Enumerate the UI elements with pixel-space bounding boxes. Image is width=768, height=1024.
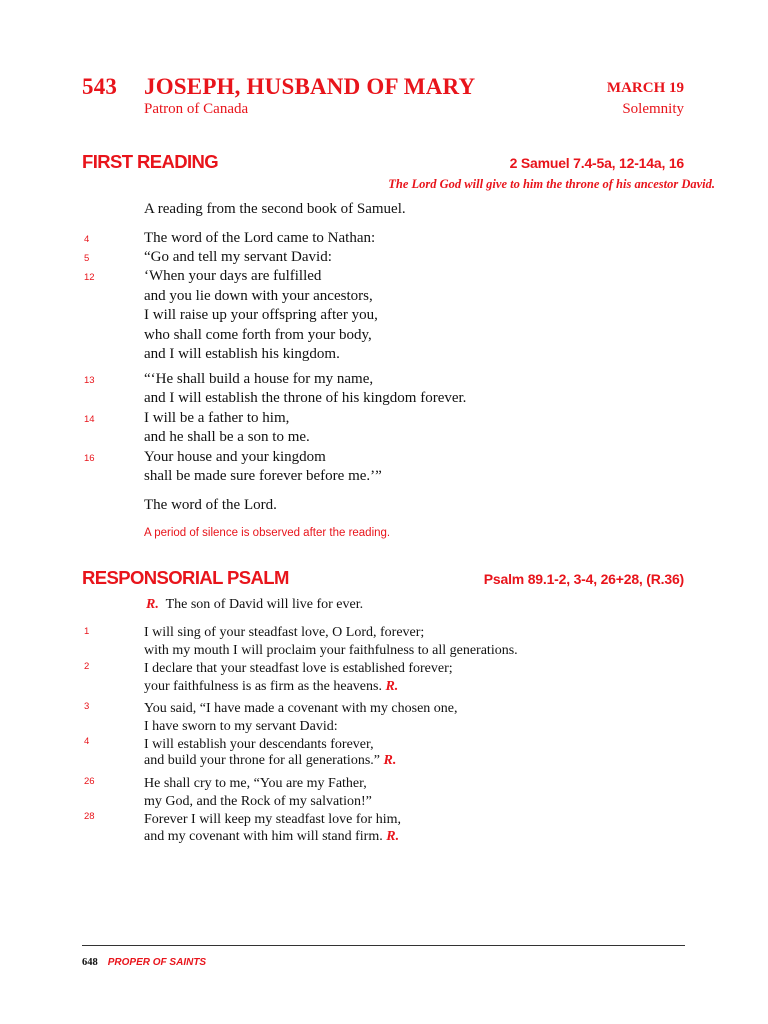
first-reading-heading: FIRST READING: [82, 151, 219, 172]
psalm-line: with my mouth I will proclaim your faithfulness to all generations.: [144, 643, 518, 658]
silence-rubric: A period of silence is observed after the reading.: [144, 527, 391, 539]
psalm-line: I declare that your steadfast love is established forever;: [144, 661, 453, 676]
verse-number: 4: [84, 736, 90, 747]
verse-number: 28: [84, 811, 95, 822]
psalm-line: [144, 678, 398, 696]
verse-line: I will be a father to him,: [144, 410, 290, 426]
verse-line: “‘He shall build a house for my name,: [144, 371, 374, 387]
verse-number: 4: [84, 234, 90, 245]
first-reading-theme: The Lord God will give to him the throne of his ancestor David.: [388, 177, 715, 191]
psalm-line: my God, and the Rock of my salvation!”: [144, 794, 372, 809]
verse-number: 13: [84, 375, 95, 386]
verse-line: and he shall be a son to me.: [144, 429, 310, 445]
verse-number: 16: [84, 453, 95, 464]
feast-title: JOSEPH, HUSBAND OF MARY: [144, 74, 476, 99]
section-label: PROPER OF SAINTS: [107, 957, 207, 968]
psalm-line: I will sing of your steadfast love, O Lord, forever;: [144, 625, 425, 640]
feast-date: MARCH 19: [606, 80, 684, 96]
verse-line: who shall come forth from your body,: [144, 327, 372, 343]
footer-rule: [82, 945, 685, 946]
verse-number: 14: [84, 414, 95, 425]
psalm-line-text: your faithfulness is as firm as the heavens.: [144, 679, 382, 694]
verse-number: 2: [84, 661, 90, 672]
verse-line: I will raise up your offspring after you,: [144, 307, 378, 323]
verse-number: 12: [84, 272, 95, 283]
first-reading-citation: 2 Samuel 7.4-5a, 12-14a, 16: [509, 155, 684, 171]
verse-line: and I will establish his kingdom.: [144, 346, 340, 362]
psalm-line: [144, 752, 396, 770]
verse-number: 3: [84, 701, 90, 712]
verse-line: The word of the Lord came to Nathan:: [144, 230, 376, 246]
response-text: The son of David will live for ever.: [165, 597, 364, 612]
response-marker: R.: [146, 597, 159, 612]
verse-line: and you lie down with your ancestors,: [144, 288, 373, 304]
psalm-line: I will establish your descendants forever,: [144, 737, 374, 752]
psalm-line: Forever I will keep my steadfast love for him,: [144, 812, 401, 827]
psalm-citation: Psalm 89.1-2, 3-4, 26+28, (R.36): [483, 571, 684, 587]
feast-number: 543: [82, 74, 118, 99]
response-marker: R.: [383, 753, 397, 768]
first-reading-closing: The word of the Lord.: [144, 497, 277, 513]
feast-rank: Solemnity: [622, 101, 684, 117]
psalm-line: I have sworn to my servant David:: [144, 719, 338, 734]
verse-line: ‘When your days are fulfilled: [144, 268, 322, 284]
verse-line: shall be made sure forever before me.’”: [144, 468, 382, 484]
psalm-line-text: and my covenant with him will stand firm.: [144, 829, 383, 844]
verse-line: and I will establish the throne of his kingdom forever.: [144, 390, 467, 406]
psalm-heading: RESPONSORIAL PSALM: [82, 567, 289, 588]
verse-number: 1: [84, 626, 90, 637]
psalm-line: [144, 828, 399, 846]
feast-subtitle: Patron of Canada: [144, 101, 249, 117]
psalm-line: He shall cry to me, “You are my Father,: [144, 776, 367, 791]
response-marker: R.: [385, 679, 399, 694]
psalm-line: You said, “I have made a covenant with my chosen one,: [144, 701, 458, 716]
first-reading-intro: A reading from the second book of Samuel.: [144, 201, 406, 217]
verse-line: “Go and tell my servant David:: [144, 249, 332, 265]
verse-number: 5: [84, 253, 90, 264]
psalm-response: [146, 596, 363, 614]
page-footer: [82, 952, 206, 970]
verse-number: 26: [84, 776, 95, 787]
response-marker: R.: [386, 829, 400, 844]
verse-line: Your house and your kingdom: [144, 449, 326, 465]
page-number: 648: [82, 957, 98, 968]
psalm-line-text: and build your throne for all generations.”: [144, 753, 380, 768]
